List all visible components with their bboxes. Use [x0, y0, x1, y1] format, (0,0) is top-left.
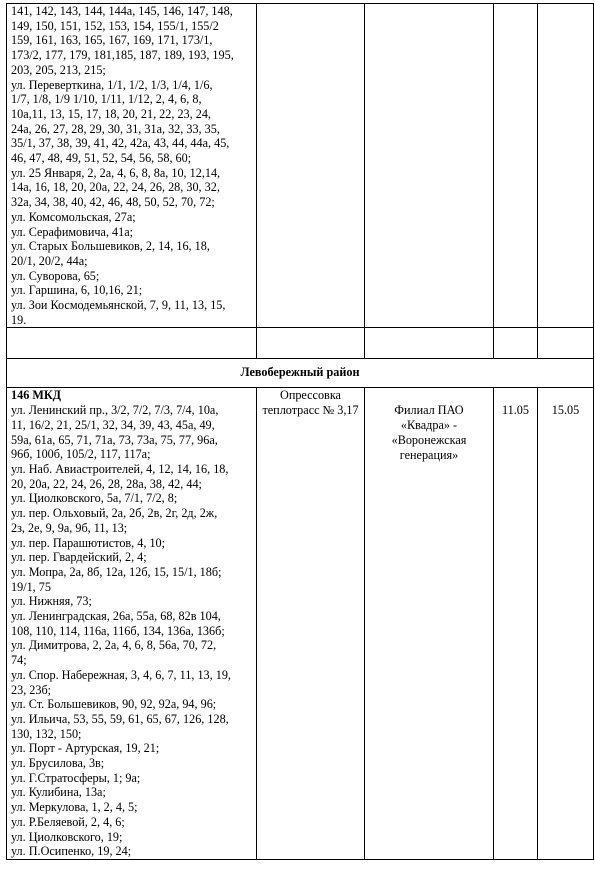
- address-line: ул. Ильича, 53, 55, 59, 61, 65, 67, 126, 128,: [11, 711, 229, 726]
- address-line: 23, 23б;: [11, 682, 52, 697]
- address-line: ул. пер. Парашютистов, 4, 10;: [11, 535, 166, 550]
- address-line: ул. Суворова, 65;: [11, 268, 100, 283]
- address-line: ул. Ленинский пр., 3/2, 7/2, 7/3, 7/4, 10а,: [11, 403, 219, 418]
- end-date: 15.05: [538, 388, 594, 860]
- address-line: ул. Ст. Большевиков, 90, 92, 92а, 94, 96;: [11, 697, 217, 712]
- address-line: 46, 47, 48, 49, 51, 52, 54, 56, 58, 60;: [11, 151, 192, 166]
- address-line: 149, 150, 151, 152, 153, 154, 155/1, 155/2: [11, 18, 219, 33]
- address-line: 35/1, 37, 38, 39, 41, 42, 42а, 43, 44, 44а, 45,: [11, 136, 230, 151]
- address-line: 108, 110, 114, 116а, 116б, 134, 136а, 136б;: [11, 623, 225, 638]
- table-row: [7, 4, 594, 328]
- address-line: ул. Димитрова, 2, 2а, 4, 6, 8, 56а, 70, 72,: [11, 638, 217, 653]
- work-cell: [257, 4, 365, 328]
- building-count: 146 МКД: [11, 388, 62, 403]
- address-line: ул. Р.Беляевой, 2, 4, 6;: [11, 814, 125, 829]
- address-line: 19.: [11, 312, 27, 327]
- address-cell: [7, 4, 257, 328]
- empty-cell: [7, 328, 257, 359]
- address-line: 11, 16/2, 21, 25/1, 32, 34, 39, 43, 45а, 49,: [11, 417, 215, 432]
- empty-cell: [494, 328, 538, 359]
- address-line: 141, 142, 143, 144, 144а, 145, 146, 147, 148,: [11, 4, 233, 18]
- start-date: 11.05: [494, 388, 538, 860]
- address-line: ул. Мопра, 2а, 8б, 12а, 12б, 15, 15/1, 18б;: [11, 564, 222, 579]
- address-line: ул. Г.Стратосферы, 1; 9а;: [11, 770, 141, 785]
- address-line: ул. Меркулова, 1, 2, 4, 5;: [11, 800, 138, 815]
- address-line: 159, 161, 163, 165, 167, 169, 171, 173/1,: [11, 33, 213, 48]
- address-line: 24а, 26, 27, 28, 29, 30, 31, 31а, 32, 33, 35,: [11, 121, 220, 136]
- address-line: 173/2, 177, 179, 181,185, 187, 189, 193, 195,: [11, 48, 234, 63]
- address-line: ул. Старых Большевиков, 2, 14, 16, 18,: [11, 239, 210, 254]
- address-line: ул. Циолковского, 19;: [11, 829, 123, 844]
- empty-cell: [365, 328, 494, 359]
- address-line: 59а, 61а, 65, 71, 71а, 73, 73а, 75, 77, 96а,: [11, 432, 218, 447]
- address-line: ул. пер. Ольховый, 2а, 2б, 2в, 2г, 2д, 2ж,: [11, 506, 218, 521]
- address-line: ул. Порт - Артурская, 19, 21;: [11, 741, 160, 756]
- address-line: ул. Спор. Набережная, 3, 4, 6, 7, 11, 13, 19,: [11, 667, 231, 682]
- address-line: ул. П.Осипенко, 19, 24;: [11, 844, 132, 859]
- table-row: [7, 328, 594, 359]
- table-row: [7, 388, 594, 860]
- address-line: 20/1, 20/2, 44а;: [11, 253, 88, 268]
- address-cell: [7, 388, 257, 860]
- address-line: 96б, 100б, 105/2, 117, 117а;: [11, 447, 151, 462]
- work-description: Опрессовка теплотрасс № 3,17: [257, 388, 365, 860]
- address-line: ул. Зои Космодемьянской, 7, 9, 11, 13, 15,: [11, 298, 226, 313]
- start-date-cell: [494, 4, 538, 328]
- address-line: ул. Ленинградская, 26а, 55а, 68, 82в 104,: [11, 609, 221, 624]
- address-line: ул. Брусилова, 3в;: [11, 756, 105, 771]
- address-line: ул. 25 Января, 2, 2а, 4, 6, 8, 8а, 10, 12,14,: [11, 165, 221, 180]
- district-row: [7, 359, 594, 388]
- address-line: 10а,11, 13, 15, 17, 18, 20, 21, 22, 23, 24,: [11, 106, 211, 121]
- address-line: ул. Циолковского, 5а, 7/1, 7/2, 8;: [11, 491, 178, 506]
- address-line: ул. Комсомольская, 27а;: [11, 209, 136, 224]
- address-line: ул. Кулибина, 13а;: [11, 785, 106, 800]
- address-line: 14а, 16, 18, 20, 20а, 22, 24, 26, 28, 30, 32,: [11, 180, 220, 195]
- address-line: ул. Наб. Авиастроителей, 4, 12, 14, 16, 18,: [11, 461, 229, 476]
- end-date-cell: [538, 4, 594, 328]
- address-line: ул. Переверткина, 1/1, 1/2, 1/3, 1/4, 1/6,: [11, 77, 213, 92]
- address-line: ул. Серафимовича, 41а;: [11, 224, 134, 239]
- address-line: 74;: [11, 653, 27, 668]
- empty-cell: [538, 328, 594, 359]
- address-line: 19/1, 75: [11, 579, 51, 594]
- address-line: 130, 132, 150;: [11, 726, 82, 741]
- address-line: 32а, 34, 38, 40, 42, 46, 48, 50, 52, 70, 72;: [11, 195, 215, 210]
- address-line: ул. пер. Гвардейский, 2, 4;: [11, 550, 147, 565]
- address-line: 20, 20а, 22, 24, 26, 28, 28а, 38, 42, 44;: [11, 476, 202, 491]
- district-title: Левобережный район: [7, 359, 594, 388]
- address-line: 1/7, 1/8, 1/9 1/10, 1/11, 1/12, 2, 4, 6, 8,: [11, 92, 202, 107]
- org-cell: [365, 4, 494, 328]
- address-line: 2з, 2е, 9, 9а, 9б, 11, 13;: [11, 520, 128, 535]
- address-line: ул. Нижняя, 73;: [11, 594, 92, 609]
- organization-name: Филиал ПАО «Квадра» - «Воронежская генерация»: [365, 388, 494, 860]
- empty-cell: [257, 328, 365, 359]
- outage-schedule-table: [6, 3, 594, 860]
- address-line: ул. Гаршина, 6, 10,16, 21;: [11, 283, 143, 298]
- address-line: 203, 205, 213, 215;: [11, 62, 106, 77]
